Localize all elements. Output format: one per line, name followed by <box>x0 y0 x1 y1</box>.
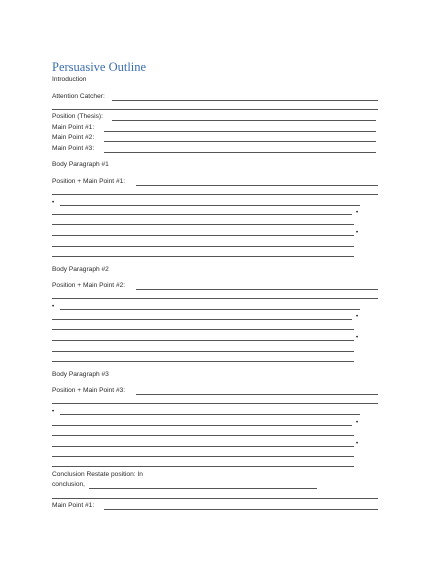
body-3-blank-a[interactable] <box>60 414 360 415</box>
body-1-blank-e[interactable] <box>52 246 354 247</box>
body-2-blank-a[interactable] <box>60 309 360 310</box>
body-paragraph-3-position-blank-2[interactable] <box>52 403 378 404</box>
body-1-blank-b[interactable] <box>52 214 352 215</box>
attention-catcher-blank-2[interactable] <box>52 109 378 110</box>
bullet-icon: • <box>356 335 359 341</box>
bullet-icon: • <box>356 441 359 447</box>
conclusion-main-point-1-blank[interactable] <box>104 509 378 510</box>
body-paragraph-2-position-blank-2[interactable] <box>52 298 378 299</box>
body-3-blank-f[interactable] <box>52 466 354 467</box>
bullet-icon: • <box>52 304 55 310</box>
body-paragraph-1-position-blank-2[interactable] <box>52 194 378 195</box>
body-1-blank-f[interactable] <box>52 256 354 257</box>
body-2-blank-f[interactable] <box>52 361 354 362</box>
intro-main-point-2-label: Main Point #2: <box>52 134 95 141</box>
body-paragraph-3-heading: Body Paragraph #3 <box>52 371 109 378</box>
bullet-icon: • <box>52 200 55 206</box>
body-2-blank-c[interactable] <box>52 329 354 330</box>
body-3-blank-d[interactable] <box>52 446 354 447</box>
body-paragraph-1-position-label: Position + Main Point #1: <box>52 178 126 185</box>
position-thesis-blank[interactable] <box>112 120 376 121</box>
body-paragraph-1-heading: Body Paragraph #1 <box>52 161 109 168</box>
intro-main-point-2-blank[interactable] <box>104 141 376 142</box>
body-1-blank-a[interactable] <box>60 205 360 206</box>
body-paragraph-3-position-label: Position + Main Point #3: <box>52 387 126 394</box>
conclusion-blank[interactable] <box>89 488 317 489</box>
intro-heading: Introduction <box>52 76 87 83</box>
conclusion-label-line-2: conclusion, <box>52 481 85 488</box>
bullet-icon: • <box>356 420 359 426</box>
intro-main-point-1-blank[interactable] <box>104 131 376 132</box>
body-2-blank-b[interactable] <box>52 319 352 320</box>
body-paragraph-2-position-blank[interactable] <box>136 289 378 290</box>
body-3-blank-c[interactable] <box>52 435 354 436</box>
bullet-icon: • <box>356 210 359 216</box>
body-1-blank-c[interactable] <box>52 224 354 225</box>
body-paragraph-3-position-blank[interactable] <box>136 394 378 395</box>
body-2-blank-e[interactable] <box>52 351 354 352</box>
body-paragraph-2-position-label: Position + Main Point #2: <box>52 282 126 289</box>
body-1-blank-d[interactable] <box>52 235 354 236</box>
position-thesis-label: Position (Thesis): <box>52 113 103 120</box>
intro-main-point-3-label: Main Point #3: <box>52 145 95 152</box>
body-3-blank-e[interactable] <box>52 456 354 457</box>
body-2-blank-d[interactable] <box>52 340 354 341</box>
page-title: Persuasive Outline <box>52 60 147 74</box>
conclusion-blank-2[interactable] <box>52 498 378 499</box>
intro-main-point-1-label: Main Point #1: <box>52 124 95 131</box>
bullet-icon: • <box>356 314 359 320</box>
attention-catcher-blank[interactable] <box>112 100 378 101</box>
attention-catcher-label: Attention Catcher: <box>52 93 105 100</box>
conclusion-label-line-1: Conclusion Restate position: In <box>52 471 143 478</box>
body-3-blank-b[interactable] <box>52 425 352 426</box>
bullet-icon: • <box>356 230 359 236</box>
body-paragraph-1-position-blank[interactable] <box>136 185 378 186</box>
intro-main-point-3-blank[interactable] <box>104 152 376 153</box>
conclusion-main-point-1-label: Main Point #1: <box>52 502 95 509</box>
body-paragraph-2-heading: Body Paragraph #2 <box>52 266 109 273</box>
bullet-icon: • <box>52 409 55 415</box>
